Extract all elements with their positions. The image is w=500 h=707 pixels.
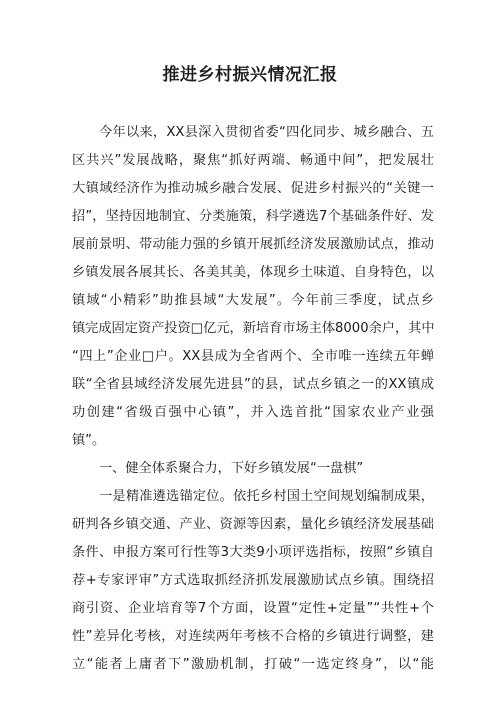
paragraph-3-line-1: 一是精准遴选锚定位。依托乡村国土空间规划编制成果， (99, 489, 434, 504)
paragraph-1-line-6: 乡镇发展各展其长、各美其美，体现乡土味道、自身特色，以 (72, 265, 434, 280)
section-heading-1: 一、健全体系聚合力，下好乡镇发展“一盘棋” (99, 461, 364, 476)
paragraph-3-line-6: 性”差异化考核，对连续两年考核不合格的乡镇进行调整，建 (72, 629, 434, 644)
paragraph-1-line-9: “四上”企业□户。XX县成为全省两个、全市唯一连续五年蝉 (72, 349, 434, 364)
paragraph-1-line-2: 区共兴”发展战略，聚焦“抓好两端、畅通中间”，把发展壮 (72, 153, 434, 168)
paragraph-1-line-1: 今年以来，XX县深入贯彻省委“四化同步、城乡融合、五 (99, 125, 434, 140)
paragraph-3-line-7: 立“能者上庸者下”激励机制，打破“一选定终身”，以“能 (72, 657, 434, 672)
paragraph-1-line-12: 镇”。 (72, 433, 106, 448)
paragraph-1-line-11: 功创建“省级百强中心镇”，并入选首批“国家农业产业强 (72, 405, 434, 420)
document-title: 推进乡村振兴情况汇报 (162, 65, 338, 85)
paragraph-3-line-3: 条件、申报方案可行性等3大类9小项评选指标，按照“乡镇自 (72, 545, 434, 560)
paragraph-1-line-3: 大镇域经济作为推动城乡融合发展、促进乡村振兴的“关键一 (72, 181, 434, 196)
paragraph-1-line-5: 展前景明、带动能力强的乡镇开展抓经济发展激励试点，推动 (72, 237, 434, 252)
paragraph-3-line-2: 研判各乡镇交通、产业、资源等因素，量化乡镇经济发展基础 (72, 517, 434, 532)
paragraph-3-line-5: 商引资、企业培育等7个方面，设置“定性+定量”“共性+个 (72, 601, 434, 616)
paragraph-1-line-8: 镇完成固定资产投资□亿元，新培育市场主体8000余户，其中 (72, 321, 435, 336)
paragraph-1-line-7: 镇域“小精彩”助推县域“大发展”。今年前三季度，试点乡 (72, 293, 434, 308)
paragraph-3-line-4: 荐+专家评审”方式选取抓经济抓发展激励试点乡镇。围绕招 (72, 573, 434, 588)
paragraph-1-line-10: 联“全省县域经济发展先进县”的县，试点乡镇之一的XX镇成 (72, 377, 434, 392)
paragraph-1-line-4: 招”，坚持因地制宜、分类施策，科学遴选7个基础条件好、发 (72, 209, 434, 224)
